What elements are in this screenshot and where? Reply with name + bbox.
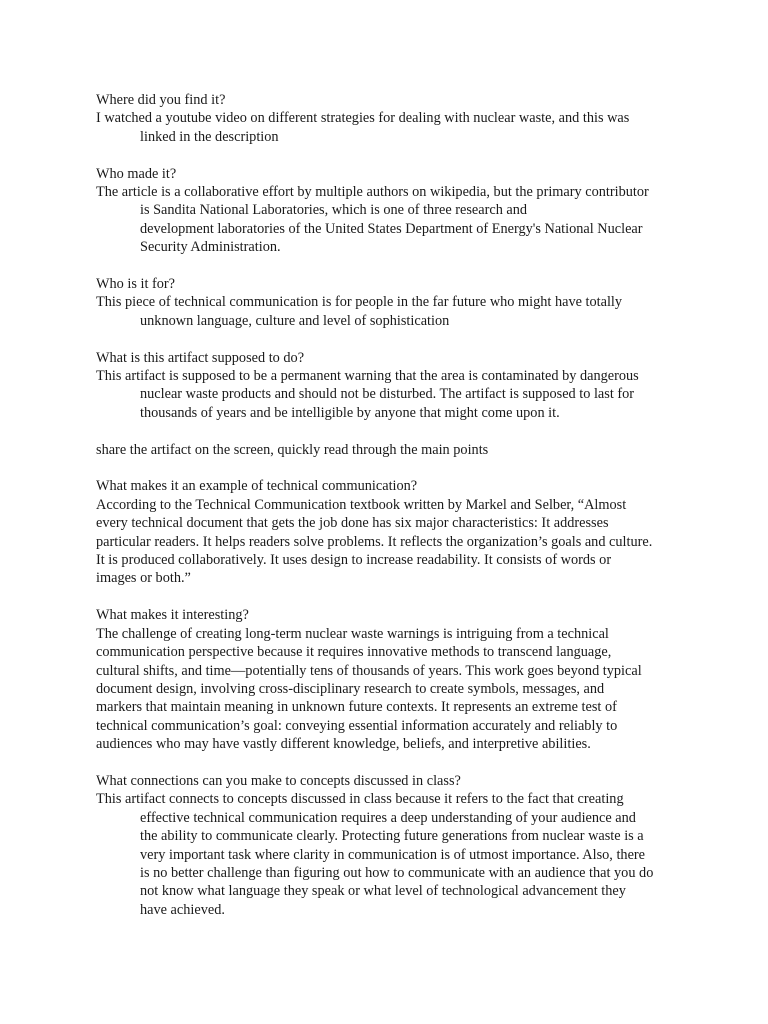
presenter-note: share the artifact on the screen, quickly read through the main points <box>96 441 489 458</box>
paragraph-gap <box>96 422 680 440</box>
paragraph-gap <box>96 754 680 772</box>
answer-line: audiences who may have vastly different knowledge, beliefs, and interpretive abilities. <box>96 736 591 753</box>
answer-line: is no better challenge than figuring out how to communicate with an audience that you do <box>140 864 654 881</box>
section-technical-communication <box>96 477 680 587</box>
question-heading: Where did you find it? <box>96 92 226 108</box>
answer-line: every technical document that gets the job done has six major characteristics: It addresses <box>96 515 609 532</box>
answer-line: technical communication’s goal: conveying essential information accurately and reliably to <box>96 717 618 734</box>
answer-line: thousands of years and be intelligible by anyone that might come upon it. <box>140 404 560 421</box>
paragraph-gap <box>96 257 680 275</box>
question-heading: What is this artifact supposed to do? <box>96 349 305 366</box>
section-interesting <box>96 606 680 753</box>
answer-line: unknown language, culture and level of sophistication <box>140 312 450 329</box>
question-heading: What makes it interesting? <box>96 607 249 624</box>
answer-line: nuclear waste products and should not be disturbed. The artifact is supposed to last for <box>140 386 635 403</box>
section-presenter-note <box>96 441 680 459</box>
answer-line: Security Administration. <box>140 239 281 256</box>
answer-line: The challenge of creating long-term nuclear waste warnings is intriguing from a technical <box>96 625 609 642</box>
section-where-found <box>96 91 680 146</box>
answer-line: development laboratories of the United States Department of Energy's National Nuclear <box>140 220 643 237</box>
answer-line: This artifact is supposed to be a permanent warning that the area is contaminated by dangerous <box>96 368 639 385</box>
answer-line: The article is a collaborative effort by multiple authors on wikipedia, but the primary contributor <box>96 184 649 201</box>
section-who-made <box>96 165 680 257</box>
question-heading: Who is it for? <box>96 276 176 293</box>
question-heading: What connections can you make to concepts discussed in class? <box>96 772 461 789</box>
answer-line: the ability to communicate clearly. Protecting future generations from nuclear waste is a <box>140 828 644 845</box>
answer-line: very important task where clarity in communication is of utmost importance. Also, there <box>140 846 646 863</box>
paragraph-gap <box>96 330 680 348</box>
answer-line: effective technical communication requires a deep understanding of your audience and <box>140 809 636 826</box>
answer-line: document design, involving cross-disciplinary research to create symbols, messages, and <box>96 680 605 697</box>
answer-line: I watched a youtube video on different strategies for dealing with nuclear waste, and this was <box>96 110 630 127</box>
answer-line: According to the Technical Communication textbook written by Markel and Selber, “Almost <box>96 496 627 513</box>
paragraph-gap <box>96 459 680 477</box>
paragraph-gap <box>96 588 680 606</box>
answer-line: is Sandita National Laboratories, which is one of three research and <box>140 202 528 219</box>
section-who-for <box>96 275 680 330</box>
answer-line: It is produced collaboratively. It uses design to increase readability. It consists of words or <box>96 552 612 569</box>
question-heading: What makes it an example of technical communication? <box>96 478 418 495</box>
section-purpose <box>96 349 680 423</box>
answer-line: particular readers. It helps readers solve problems. It reflects the organization’s goals and culture. <box>96 533 653 550</box>
answer-line: linked in the description <box>140 128 279 145</box>
answer-line: communication perspective because it requires innovative methods to transcend language, <box>96 644 612 661</box>
answer-line: This piece of technical communication is for people in the far future who might have totally <box>96 294 623 311</box>
answer-line: cultural shifts, and time—potentially tens of thousands of years. This work goes beyond typical <box>96 662 642 679</box>
answer-line: This artifact connects to concepts discussed in class because it refers to the fact that creating <box>96 791 624 808</box>
answer-line: markers that maintain meaning in unknown future contexts. It represents an extreme test of <box>96 699 617 716</box>
question-heading: Who made it? <box>96 165 177 182</box>
section-class-connections <box>96 772 680 919</box>
document-page <box>96 91 680 919</box>
paragraph-gap <box>96 146 680 164</box>
answer-line: images or both.” <box>96 570 191 587</box>
answer-line: have achieved. <box>140 901 225 918</box>
answer-line: not know what language they speak or what level of technological advancement they <box>140 883 626 900</box>
